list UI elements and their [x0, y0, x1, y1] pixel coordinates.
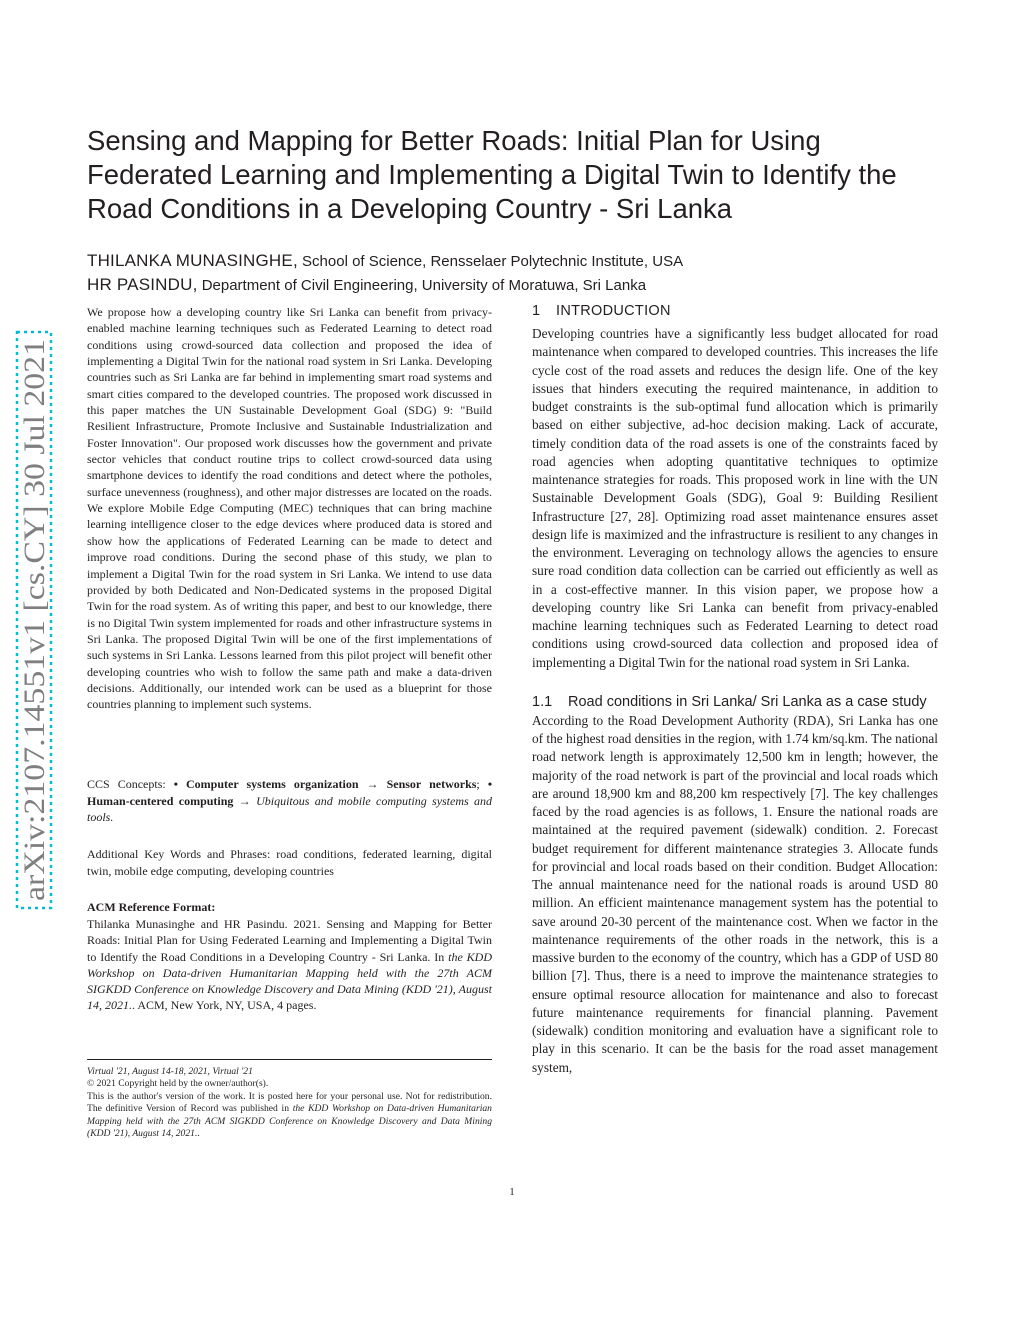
section-number: 1	[532, 303, 541, 319]
ccs-separator: ;	[476, 777, 480, 791]
subsection-heading	[532, 692, 938, 712]
right-column	[532, 303, 938, 1077]
acm-reference-part-1: Thilanka Munasinghe and HR Pasindu. 2021. Sensing and Mapping for Better Roads: Initial Plan for Using Federated Learning and Implementing a Digital Twin to Identify the Road Conditions in a Developing Country - Sri Lanka. In	[87, 917, 492, 964]
author-1	[87, 251, 683, 271]
acm-reference	[87, 916, 492, 1014]
author-1-name: THILANKA MUNASINGHE,	[87, 251, 298, 270]
section-heading-introduction	[532, 303, 938, 319]
ccs-item-2-rest: Ubiquitous and mobile computing systems and tools.	[87, 793, 492, 824]
footnote-copyright: © 2021 Copyright held by the owner/author(s).	[87, 1078, 269, 1090]
subsection-number: 1.1	[532, 693, 553, 710]
footnote-notice	[87, 1091, 492, 1141]
ccs-label: CCS Concepts:	[87, 777, 166, 791]
author-1-affiliation: School of Science, Rensselaer Polytechnic Institute, USA	[302, 253, 684, 270]
ccs-concepts	[87, 776, 492, 826]
footnote	[87, 1066, 492, 1140]
footnote-notice-part-2: .	[197, 1128, 200, 1140]
author-2	[87, 275, 646, 295]
footnote-rule	[87, 1059, 492, 1060]
footnote-notice-venue: the KDD Workshop on Data-driven Humanitarian Mapping held with the 27th ACM SIGKDD Conference on Knowledge Discovery and Data Mining (KDD '21), August 14, 2021.	[87, 1103, 492, 1140]
footnote-notice-part-1: This is the author's version of the work. It is posted here for your personal use. Not for redistribution. The definitive Version of Record was published in	[87, 1090, 492, 1115]
ccs-item-1: • Computer systems organization → Sensor networks	[173, 777, 477, 791]
arxiv-stamp-text: arXiv:2107.14551v1 [cs.CY] 30 Jul 2021	[19, 411, 51, 901]
footnote-venue-line: Virtual '21, August 14-18, 2021, Virtual '21	[87, 1066, 253, 1077]
left-column	[87, 304, 492, 713]
section-title: INTRODUCTION	[556, 303, 671, 319]
author-2-name: HR PASINDU,	[87, 275, 198, 294]
author-2-affiliation: Department of Civil Engineering, University of Moratuwa, Sri Lanka	[201, 277, 647, 294]
introduction-text: Developing countries have a significantly less budget allocated for road maintenance when compared to developed countries. This increases the life cycle cost of the road assets and reduces the design life. One of the key issues that hinders executing the required maintenance, in addition to budget constraints is the sub-optimal fund allocation which is primarily based on either subjective, ad-hoc decision making. Lack of accurate, timely condition data of the road assets is one of the constraints faced by road agencies when adopting quantitative techniques to optimize maintenance strategies for roads. This proposed work in line with the UN Sustainable Development Goals (SDG), Goal 9: Building Resilient Infrastructure [27, 28]. Optimizing road asset maintenance ensures asset design life is maximized and the infrastructure is resilient to any changes in the environment. Leveraging on technology allows the agencies to ensure sure road condition data collection can be carried out efficiently as well as in a cost-effective manner. In this vision paper, we propose how a developing country like Sri Lanka can benefit from privacy-enabled machine learning techniques such as Federated Learning to detect road conditions using crowd-sourced data collection and proposed idea of implementing a Digital Twin for the national road system in Sri Lanka.	[532, 326, 938, 670]
subsection-title: Road conditions in Sri Lanka/ Sri Lanka as a case study	[568, 693, 927, 710]
acm-reference-part-2: . ACM, New York, NY, USA, 4 pages.	[132, 998, 317, 1013]
subsection-text: According to the Road Development Authority (RDA), Sri Lanka has one of the highest road densities in the region, with 1.74 km/sq.km. The national road network length is approximately 12,500 km in length; however, the majority of the road network is part of the provincial and local roads which are around 18,900 km and 88,200 km respectively [7]. The key challenges faced by the road agencies is as follows, 1. Ensure the national roads are maintained at the required pavement (sidewalk) condition. 2. Forecast budget requirement for different maintenance strategies 3. Allocate funds for provincial and local roads based on their condition. Budget Allocation: The annual maintenance need for the national roads is around USD 80 million. An efficient maintenance management system has the potential to save around 20-30 percent of the maintenance cost. When we factor in the maintenance requirements of the other roads in the network, this is a massive burden to the economy of the country, which has a GDP of USD 80 billion [7]. Thus, there is a need to improve the maintenance strategies to ensure optimal resource allocation for maintenance and also to forecast future maintenance requirements for financial planning. Pavement (sidewalk) condition monitoring and evaluation have a significant role to play in this scenario. It can be the basis for the road asset management system,	[532, 712, 938, 1075]
abstract: We propose how a developing country like Sri Lanka can benefit from privacy-enabled machine learning techniques such as Federated Learning to detect road conditions using crowd-sourced data collection and proposed the idea of implementing a Digital Twin for the national road system in Sri Lanka. Developing countries such as Sri Lanka are far behind in implementing smart road systems and smart cities compared to the developed countries. The proposed work discussed in this paper matches the UN Sustainable Development Goal (SDG) 9: "Build Resilient Infrastructure, Promote Inclusive and Sustainable Industrialization and Foster Innovation". Our proposed work discusses how the government and private sector vehicles that conduct routine trips to collect crowd-sourced data using smartphone devices to identify the road conditions and detect where the potholes, surface unevenness (roughness), and other major distresses are located on the roads. We explore Mobile Edge Computing (MEC) techniques that can bring machine learning intelligence closer to the edge devices where produced data is stored and show how the applications of Federated Learning can be made to detect and improve road conditions. During the second phase of this study, we plan to implement a Digital Twin for the road system in Sri Lanka. We intend to use data provided by both Dedicated and Non-Dedicated systems in the proposed Digital Twin for the road system. As of writing this paper, and best to our knowledge, there is no Digital Twin system implemented for roads and other infrastructure systems in Sri Lanka. The proposed Digital Twin will be one of the first implementations of such systems in Sri Lanka. Lessons learned from this pilot project will benefit other developing countries who wish to follow the same path and make a data-driven decisions. Additionally, our intended work can be used as a blueprint for those countries planning to implement such systems.	[87, 305, 492, 712]
arxiv-stamp	[14, 330, 54, 910]
acm-reference-heading: ACM Reference Format:	[87, 900, 216, 914]
keywords: Additional Key Words and Phrases: road conditions, federated learning, digital twin, mobile edge computing, developing countries	[87, 847, 492, 878]
ccs-item-2: • Human-centered computing →	[87, 777, 493, 808]
page-number: 1	[509, 1186, 515, 1198]
acm-reference-venue: the KDD Workshop on Data-driven Humanitarian Mapping held with the 27th ACM SIGKDD Conference on Knowledge Discovery and Data Mining (KDD '21), August 14, 2021.	[87, 949, 493, 1013]
paper-title: Sensing and Mapping for Better Roads: Initial Plan for Using Federated Learning and Implementing a Digital Twin to Identify the Road Conditions in a Developing Country - Sri Lanka	[87, 125, 897, 224]
